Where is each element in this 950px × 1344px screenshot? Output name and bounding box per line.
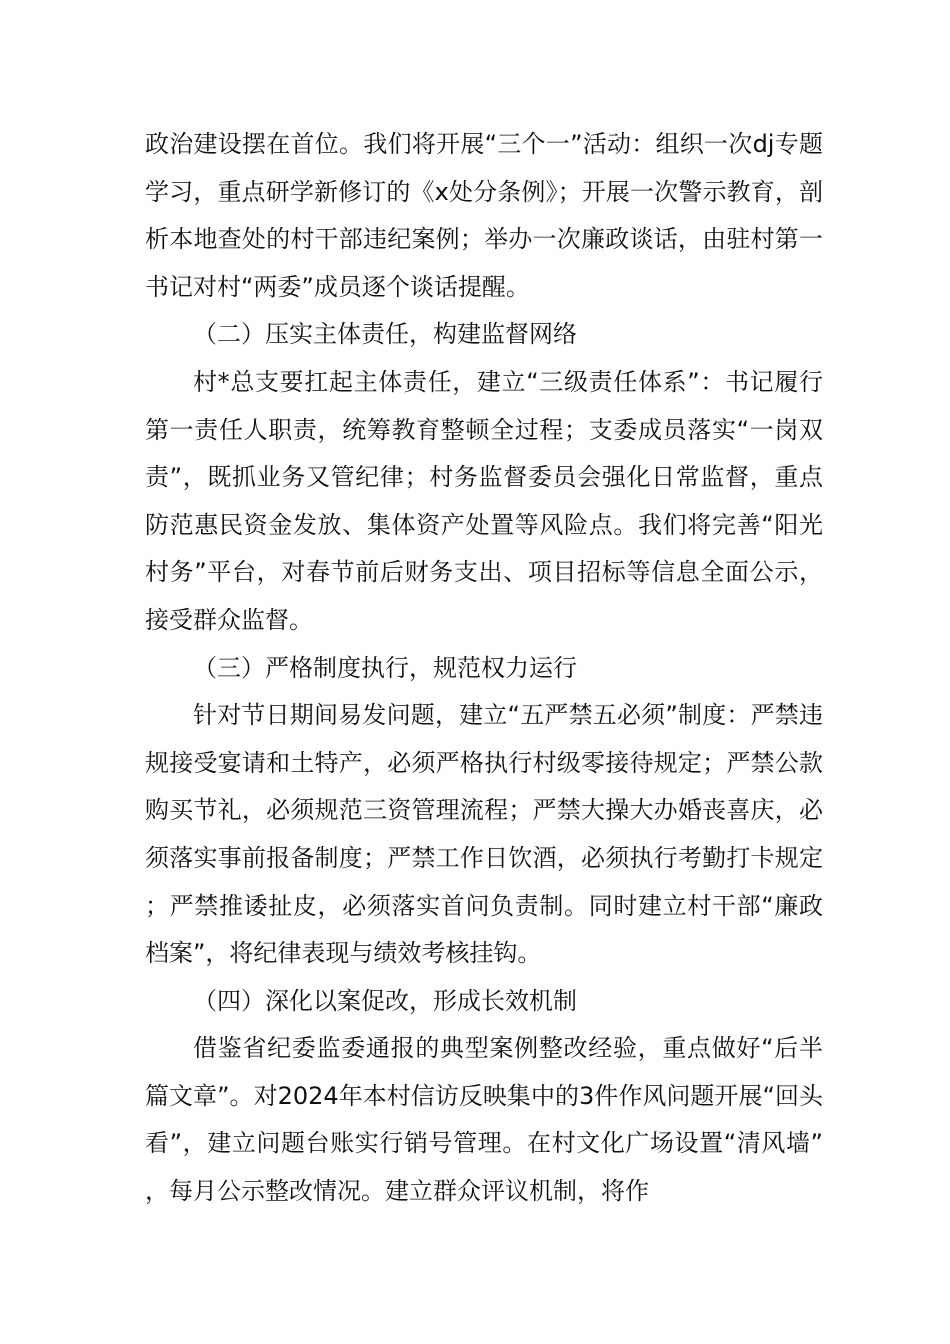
section-heading-3: （三）严格制度执行，规范权力运行: [193, 653, 577, 682]
paragraph-section-2: 村*总支要扛起主体责任，建立“三级责任体系”：书记履行第一责任人职责，统筹教育整顿全过程；支委成员落实“一岗双责”，既抓业务又管纪律；村务监督委员会强化日常监督，重点防范惠民资金发放、集体资产处置等风险点。我们将完善“阳光村务”平台，对春节前后财务支出、项目招标等信息全面公示，接受群众监督。: [145, 367, 823, 634]
paragraph-continued: 政治建设摆在首位。我们将开展“三个一”活动：组织一次dj专题学习，重点研学新修订的《x处分条例》；开展一次警示教育，剖析本地查处的村干部违纪案例；举办一次廉政谈话，由驻村第一书记对村“两委”成员逐个谈话提醒。: [145, 130, 823, 301]
document-body: [145, 121, 823, 1216]
paragraph-section-3: 针对节日期间易发问题，建立“五严禁五必须”制度：严禁违规接受宴请和土特产，必须严格执行村级零接待规定；严禁公款购买节礼，必须规范三资管理流程；严禁大操大办婚丧喜庆，必须落实事前报备制度；严禁工作日饮酒，必须执行考勤打卡规定；严禁推诿扯皮，必须落实首问负责制。同时建立村干部“廉政档案”，将纪律表现与绩效考核挂钩。: [145, 701, 823, 968]
section-heading-4: （四）深化以案促改，形成长效机制: [193, 986, 577, 1015]
section-heading-2: （二）压实主体责任，构建监督网络: [193, 320, 577, 349]
paragraph-section-4: 借鉴省纪委监委通报的典型案例整改经验，重点做好“后半篇文章”。对2024年本村信访反映集中的3件作风问题开展“回头看”，建立问题台账实行销号管理。在村文化广场设置“清风墙”，每月公示整改情况。建立群众评议机制，将作: [145, 1034, 823, 1206]
